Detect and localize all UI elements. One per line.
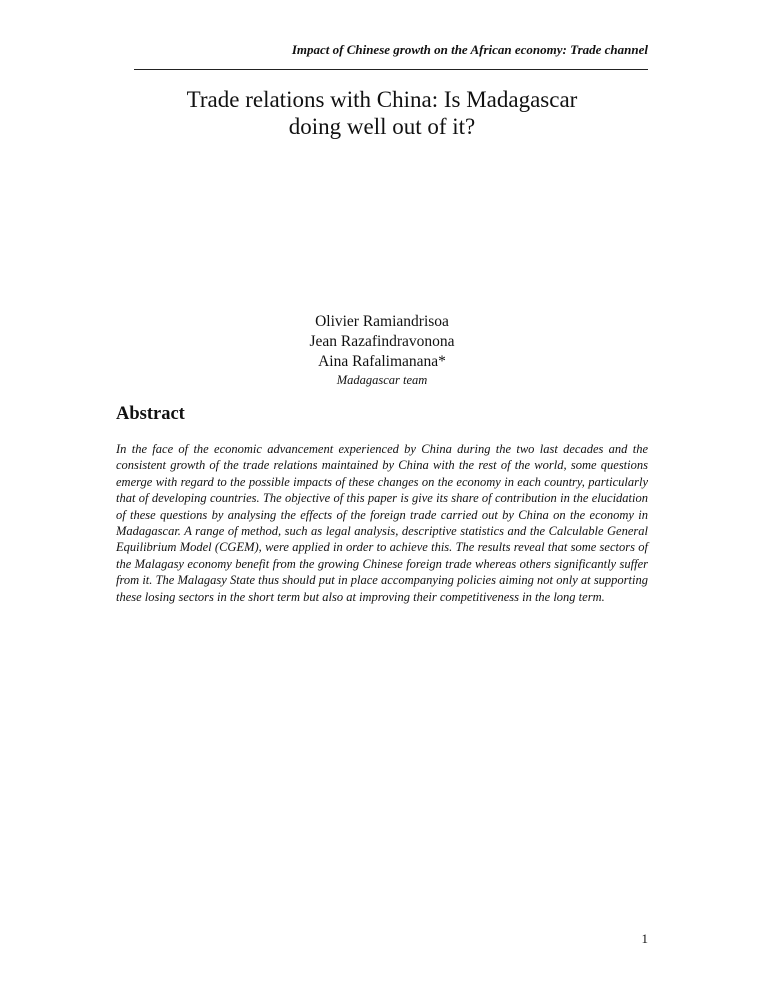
affiliation: Madagascar team [336,373,428,387]
abstract-heading: Abstract [116,404,185,424]
paper-title-line-2: doing well out of it? [288,114,476,139]
author-2: Jean Razafindravonona [309,333,455,350]
author-block [116,312,648,389]
author-1: Olivier Ramiandrisoa [315,313,449,330]
header-rule [134,69,648,70]
abstract-body: In the face of the economic advancement experienced by China during the two last decades and the consistent growth of the trade relations maintained by China with the rest of the world, some questions emerge with regard to the possible impacts of these changes on the economy in each country, particularly that of developing countries. The objective of this paper is give its share of contribution in the elucidation of these questions by analysing the effects of the foreign trade carried out by China on the economy in Madagascar. A range of method, such as legal analysis, descriptive statistics and the Calculable General Equilibrium Model (CGEM), were applied in order to achieve this. The results reveal that some sectors of the Malagasy economy benefit from the growing Chinese foreign trade whereas others significantly suffer from it. The Malagasy State thus should put in place accompanying policies aiming not only at supporting these losing sectors in the short term but also at improving their competitiveness in the long term. [116,442,648,604]
author-3: Aina Rafalimanana* [318,353,446,370]
running-header: Impact of Chinese growth on the African economy: Trade channel [291,42,648,57]
paper-title-line-1: Trade relations with China: Is Madagascar [186,87,578,112]
page-number: 1 [641,931,648,946]
paper-title [116,86,648,140]
